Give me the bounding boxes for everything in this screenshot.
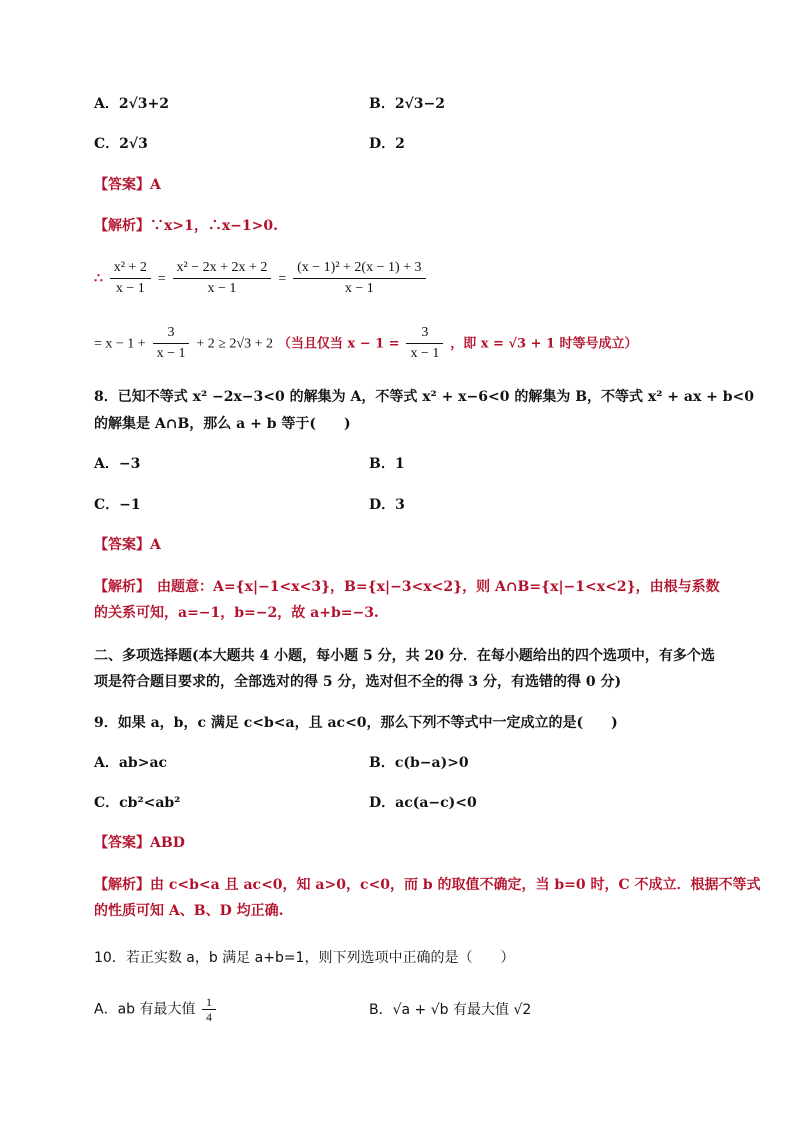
q9-answer: 【答案】ABD: [94, 835, 185, 851]
q7-option-b: B．2√3−2: [369, 96, 445, 112]
q8-answer: 【答案】A: [94, 537, 161, 553]
q7-option-a: A．2√3+2: [94, 96, 170, 112]
q7-option-c: C．2√3: [94, 136, 148, 152]
q8-analysis-line1: 【解析】 由题意：A={x|−1<x<3}，B={x|−3<x<2}，则 A∩B={x|−1<x<2}，由根与系数: [94, 579, 720, 595]
q9-option-d: D．ac(a−c)<0: [369, 795, 477, 811]
q7-option-d: D．2: [369, 136, 405, 152]
q10-option-a: A．ab 有最大值 $\frac{1}{4}$: [94, 995, 218, 1024]
section2-heading-line2: 项是符合题目要求的，全部选对的得 5 分，选对但不全的得 3 分，有选错的得 0 分): [94, 674, 622, 690]
q7-analysis-step2: = x − 1 + $\frac{3}{x - 1}$ + 2 ≥ 2√3 + 2 （当且仅当 x − 1 = $\frac{3}{x - 1}$ ，即 x = √3 + 1 时等号成立）: [94, 323, 638, 364]
q9-analysis-line1: 【解析】由 c<b<a 且 ac<0，知 a>0，c<0，而 b 的取值不确定，当 b=0 时，C 不成立．根据不等式: [94, 877, 761, 893]
q8-stem-line2: 的解集是 A∩B，那么 a + b 等于( ): [94, 416, 351, 432]
section2-heading-line1: 二、多项选择题(本大题共 4 小题，每小题 5 分，共 20 分．在每小题给出的四个选项中，有多个选: [94, 648, 715, 664]
q10-stem: 10．若正实数 a，b 满足 a+b=1，则下列选项中正确的是（ ）: [94, 950, 515, 966]
q8-option-b: B．1: [369, 456, 405, 472]
q9-option-b: B．c(b−a)>0: [369, 755, 469, 771]
analysis-text: ∵x>1，∴x−1>0.: [150, 218, 278, 234]
q9-analysis-line2: 的性质可知 A、B、D 均正确.: [94, 903, 284, 919]
q10-a-fraction: $\frac{1}{4}$: [202, 995, 216, 1024]
therefore-symbol: ∴: [94, 270, 103, 287]
fraction-1: $\frac{\text{x² + 2}}{x - 1}$: [110, 258, 151, 299]
fraction-2: $\frac{\text{x² − 2x + 2x + 2}}{x - 1}$: [173, 258, 272, 299]
q8-option-d: D．3: [369, 497, 405, 513]
q7-analysis-step1: ∴ $\frac{\text{x² + 2}}{x - 1}$ = $\frac{\text{x² − 2x + 2x + 2}}{x - 1}$ = $\frac{\text{(x − 1)² + 2(x − 1) + 3}}{x - 1}$: [94, 258, 428, 299]
q9-option-c: C．cb²<ab²: [94, 795, 181, 811]
q8-analysis-line2: 的关系可知，a=−1，b=−2，故 a+b=−3.: [94, 605, 379, 621]
q9-option-a: A．ab>ac: [94, 755, 168, 771]
fraction-4: $\frac{3}{x - 1}$: [153, 323, 190, 364]
q9-stem: 9．如果 a，b，c 满足 c<b<a，且 ac<0，那么下列不等式中一定成立的是( ): [94, 715, 618, 731]
fraction-5: $\frac{3}{x - 1}$: [406, 323, 443, 364]
analysis-label: 【解析】: [94, 218, 150, 234]
q7-analysis-line1: [94, 216, 278, 236]
fraction-3: $\frac{\text{(x − 1)² + 2(x − 1) + 3}}{x - 1}$: [293, 258, 425, 299]
q8-option-a: A．−3: [94, 456, 141, 472]
q8-stem-line1: 8．已知不等式 x² −2x−3<0 的解集为 A，不等式 x² + x−6<0 的解集为 B，不等式 x² + ax + b<0: [94, 389, 755, 405]
q7-answer: 【答案】A: [94, 177, 161, 193]
q8-option-c: C．−1: [94, 497, 141, 513]
q10-option-b: B．√a + √b 有最大值 √2: [369, 1002, 532, 1018]
